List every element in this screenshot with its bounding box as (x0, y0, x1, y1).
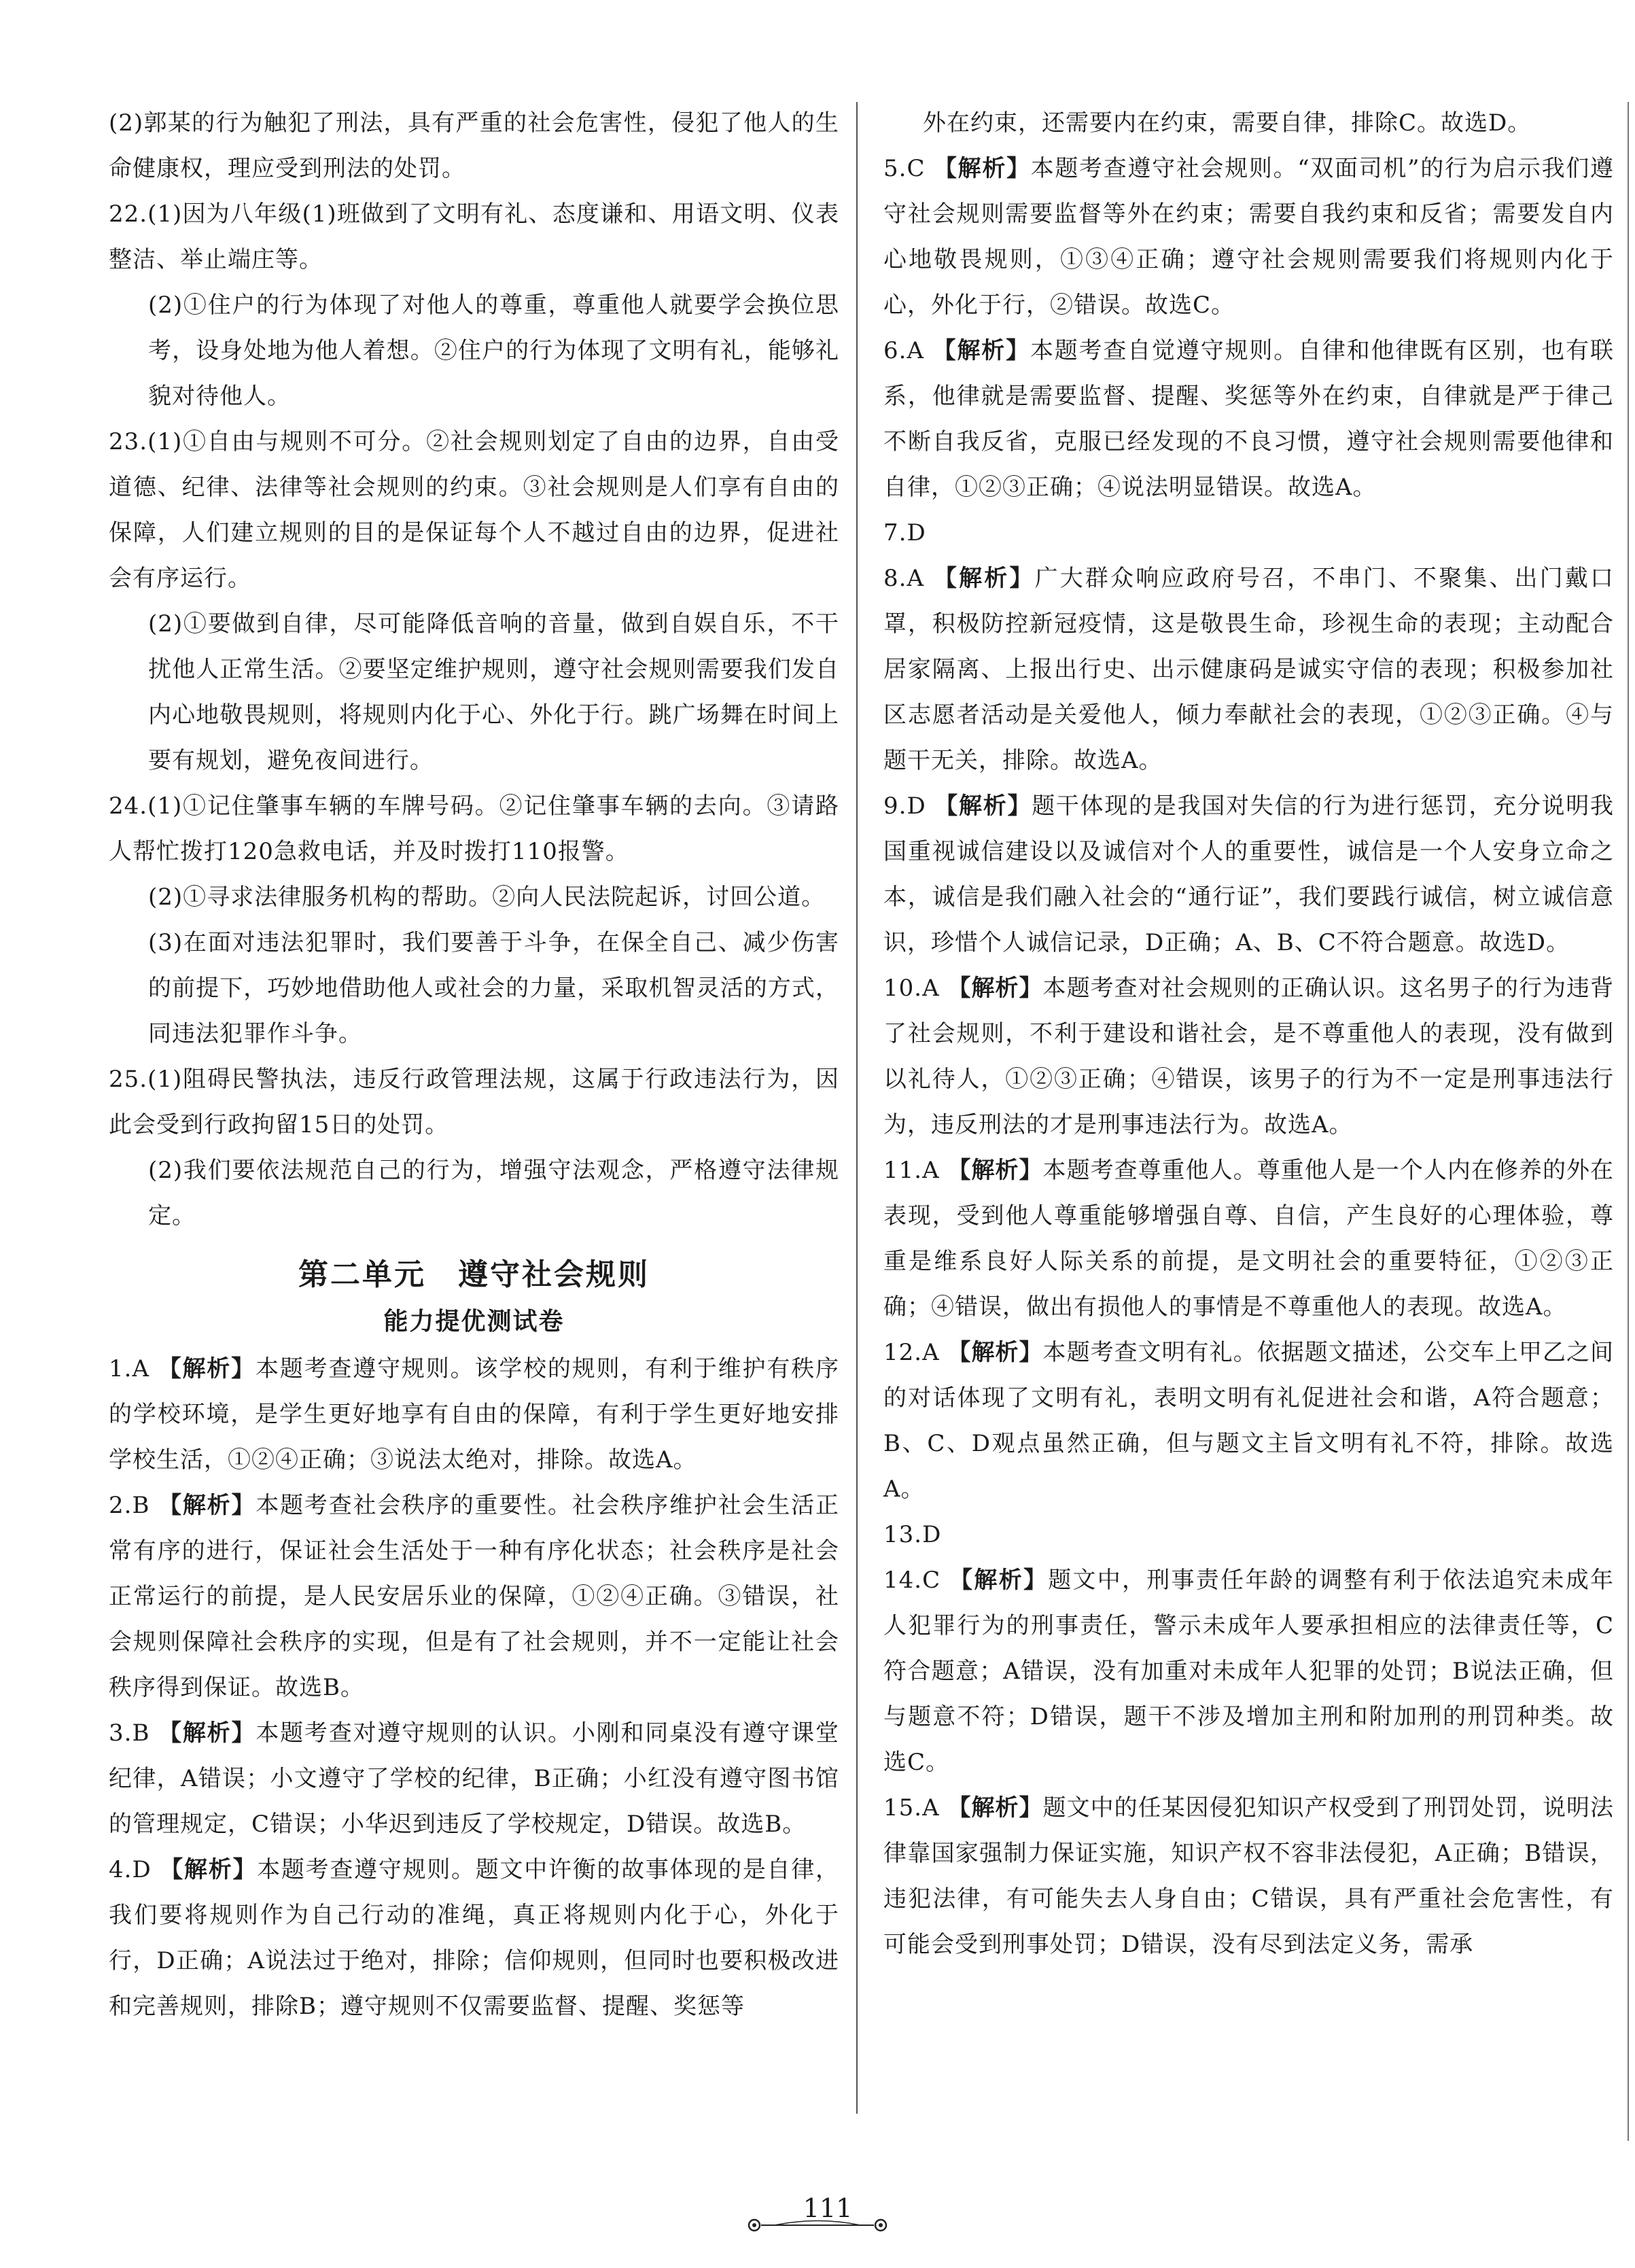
answer-number: 12.A (883, 1339, 940, 1366)
left-column (109, 101, 839, 2029)
answer-number: 10.A (883, 975, 940, 1002)
page-edge-rule (1628, 102, 1629, 2141)
page-number: 111 (803, 2193, 853, 2223)
analysis-tag: 【解析】 (158, 1720, 256, 1747)
analysis-tag: 【解析】 (933, 565, 1035, 592)
answer-entry (883, 1785, 1614, 1968)
analysis-tag: 【解析】 (949, 1567, 1049, 1594)
answer-number: 3.B (109, 1720, 150, 1747)
answer-text: 本题考查遵守社会规则。“双面司机”的行为启示我们遵守社会规则需要监督等外在约束；需要自我约束和反省；需要发自内心地敬畏规则，①③④正确；遵守社会规则需要我们将规则内化于心，外化于行，②错误。故选C。 (883, 155, 1615, 319)
analysis-tag: 【解析】 (934, 792, 1032, 820)
answer-text: 题文中的任某因侵犯知识产权受到了刑罚处罚，说明法律靠国家强制力保证实施，知识产权不容非法侵犯，A正确；B错误，违犯法律，有可能失去人身自由；C错误，具有严重社会危害性，有可能会受到刑事处罚；D错误，没有尽到法定义务，需承 (883, 1794, 1615, 1958)
answer-paragraph: (2)郭某的行为触犯了刑法，具有严重的社会危害性，侵犯了他人的生命健康权，理应受到刑法的处罚。 (109, 109, 839, 182)
answer-number: 4.D (109, 1856, 152, 1883)
analysis-tag: 【解析】 (160, 1856, 258, 1883)
answer-text: 本题考查自觉遵守规则。自律和他律既有区别，也有联系，他律就是需要监督、提醒、奖惩等外在约束，自律就是严于律己不断自我反省，克服已经发现的不良习惯，遵守社会规则需要他律和自律，①②③正确；④说法明显错误。故选A。 (883, 337, 1614, 501)
answer-paragraph: 23.(1)①自由与规则不可分。②社会规则划定了自由的边界，自由受道德、纪律、法律等社会规则的约束。③社会规则是人们享有自由的保障，人们建立规则的目的是保证每个人不越过自由的边界，促进社会有序运行。 (109, 428, 839, 592)
analysis-tag: 【解析】 (947, 1157, 1043, 1184)
answer-entry (883, 556, 1614, 784)
page-footer (0, 2192, 1635, 2253)
test-title: 能力提优测试卷 (383, 1308, 565, 1336)
answer-number: 11.A (883, 1157, 940, 1184)
answer-entry (883, 510, 1614, 556)
answer-entry (109, 1711, 839, 1847)
answer-continuation: 外在约束，还需要内在约束，需要自律，排除C。故选D。 (923, 109, 1532, 137)
answer-number: 5.C (883, 155, 926, 182)
answer-paragraph: (3)在面对违法犯罪时，我们要善于斗争，在保全自己、减少伤害的前提下，巧妙地借助他人或社会的力量，采取机智灵活的方式，同违法犯罪作斗争。 (148, 929, 839, 1047)
answer-entry (109, 1346, 839, 1483)
answer-text: 本题考查文明有礼。依据题文描述，公交车上甲乙之间的对话体现了文明有礼，表明文明有礼促进社会和谐，A符合题意；B、C、D观点虽然正确，但与题文主旨文明有礼不符，排除。故选A。 (883, 1339, 1615, 1503)
column-divider (856, 102, 858, 2114)
answer-number: 1.A (109, 1355, 150, 1382)
answer-number: 2.B (109, 1492, 150, 1519)
answer-entry (109, 1483, 839, 1711)
answer-entry (883, 966, 1614, 1148)
answer-paragraph: (2)我们要依法规范自己的行为，增强守法观念，严格遵守法律规定。 (148, 1157, 839, 1229)
analysis-tag: 【解析】 (158, 1355, 256, 1382)
answer-entry (883, 146, 1614, 328)
answer-paragraph: 24.(1)①记住肇事车辆的车牌号码。②记住肇事车辆的去向。③请路人帮忙拨打120急救电话，并及时拨打110报警。 (109, 792, 839, 865)
answer-text: 题干体现的是我国对失信的行为进行惩罚，充分说明我国重视诚信建设以及诚信对个人的重要性，诚信是一个人安身立命之本，诚信是我们融入社会的“通行证”，我们要践行诚信，树立诚信意识，珍惜个人诚信记录，D正确；A、B、C不符合题意。故选D。 (883, 792, 1615, 956)
analysis-tag: 【解析】 (947, 975, 1043, 1002)
answer-number: 9.D (883, 792, 926, 820)
answer-number: 6.A (883, 337, 924, 364)
answer-entry (883, 1148, 1614, 1330)
answer-entry (883, 1330, 1614, 1512)
answer-number: 13.D (883, 1521, 942, 1548)
answer-entry (883, 328, 1614, 510)
answer-entry (883, 1512, 1614, 1558)
answer-number: 14.C (883, 1567, 941, 1594)
footer-ornament-icon (748, 2218, 887, 2233)
answer-text: 本题考查遵守规则。该学校的规则，有利于维护有秩序的学校环境，是学生更好地享有自由的保障，有利于学生更好地安排学校生活，①②④正确；③说法太绝对，排除。故选A。 (109, 1355, 839, 1473)
answer-number: 7.D (883, 519, 926, 546)
answer-text: 题文中，刑事责任年龄的调整有利于依法追究未成年人犯罪行为的刑事责任，警示未成年人要承担相应的法律责任等，C符合题意；A错误，没有加重对未成年人犯罪的处罚；B说法正确，但与题意不符；D错误，题干不涉及增加主刑和附加刑的刑罚种类。故选C。 (883, 1567, 1615, 1776)
unit-title: 第二单元 遵守社会规则 (298, 1257, 650, 1292)
answer-entry (883, 1558, 1614, 1785)
answer-text: 本题考查对社会规则的正确认识。这名男子的行为违背了社会规则，不利于建设和谐社会，是不尊重他人的表现，没有做到以礼待人，①②③正确；④错误，该男子的行为不一定是刑事违法行为，违反刑法的才是刑事违法行为。故选A。 (883, 975, 1615, 1138)
answer-entry (109, 1847, 839, 2029)
answer-paragraph: 25.(1)阻碍民警执法，违反行政管理法规，这属于行政违法行为，因此会受到行政拘留15日的处罚。 (109, 1066, 839, 1138)
answer-text: 本题考查遵守规则。题文中许衡的故事体现的是自律，我们要将规则作为自己行动的准绳，真正将规则内化于心，外化于行，D正确；A说法过于绝对，排除；信仰规则，但同时也要积极改进和完善规则，排除B；遵守规则不仅需要监督、提醒、奖惩等 (109, 1856, 840, 2020)
analysis-tag: 【解析】 (933, 155, 1031, 182)
answer-text: 本题考查对遵守规则的认识。小刚和同桌没有遵守课堂纪律，A错误；小文遵守了学校的纪律，B正确；小红没有遵守图书馆的管理规定，C错误；小华迟到违反了学校规定，D错误。故选B。 (109, 1720, 839, 1838)
analysis-tag: 【解析】 (158, 1492, 256, 1519)
answer-paragraph: (2)①住户的行为体现了对他人的尊重，尊重他人就要学会换位思考，设身处地为他人着想。②住户的行为体现了文明有礼，能够礼貌对待他人。 (148, 292, 839, 410)
answer-paragraph: 22.(1)因为八年级(1)班做到了文明有礼、态度谦和、用语文明、仪表整洁、举止端庄等。 (109, 200, 839, 273)
analysis-tag: 【解析】 (947, 1794, 1043, 1821)
answer-paragraph: (2)①寻求法律服务机构的帮助。②向人民法院起诉，讨回公道。 (148, 884, 826, 911)
answer-text: 本题考查尊重他人。尊重他人是一个人内在修养的外在表现，受到他人尊重能够增强自尊、自信，产生良好的心理体验，尊重是维系良好人际关系的前提，是文明社会的重要特征，①②③正确；④错误，做出有损他人的事情是不尊重他人的表现。故选A。 (883, 1157, 1615, 1321)
answer-entry (883, 784, 1614, 966)
analysis-tag: 【解析】 (932, 337, 1030, 364)
answer-text: 广大群众响应政府号召，不串门、不聚集、出门戴口罩，积极防控新冠疫情，这是敬畏生命，珍视生命的表现；主动配合居家隔离、上报出行史、出示健康码是诚实守信的表现；积极参加社区志愿者活动是关爱他人，倾力奉献社会的表现，①②③正确。④与题干无关，排除。故选A。 (883, 565, 1615, 774)
answer-number: 8.A (883, 565, 924, 592)
answer-number: 15.A (883, 1794, 940, 1821)
right-column (883, 101, 1614, 1968)
analysis-tag: 【解析】 (947, 1339, 1043, 1366)
answer-text: 本题考查社会秩序的重要性。社会秩序维护社会生活正常有序的进行，保证社会生活处于一种有序化状态；社会秩序是社会正常运行的前提，是人民安居乐业的保障，①②④正确。③错误，社会规则保障社会秩序的实现，但是有了社会规则，并不一定能让社会秩序得到保证。故选B。 (109, 1492, 839, 1701)
answer-paragraph: (2)①要做到自律，尽可能降低音响的音量，做到自娱自乐，不干扰他人正常生活。②要坚定维护规则，遵守社会规则需要我们发自内心地敬畏规则，将规则内化于心、外化于行。跳广场舞在时间上要有规划，避免夜间进行。 (148, 610, 839, 774)
